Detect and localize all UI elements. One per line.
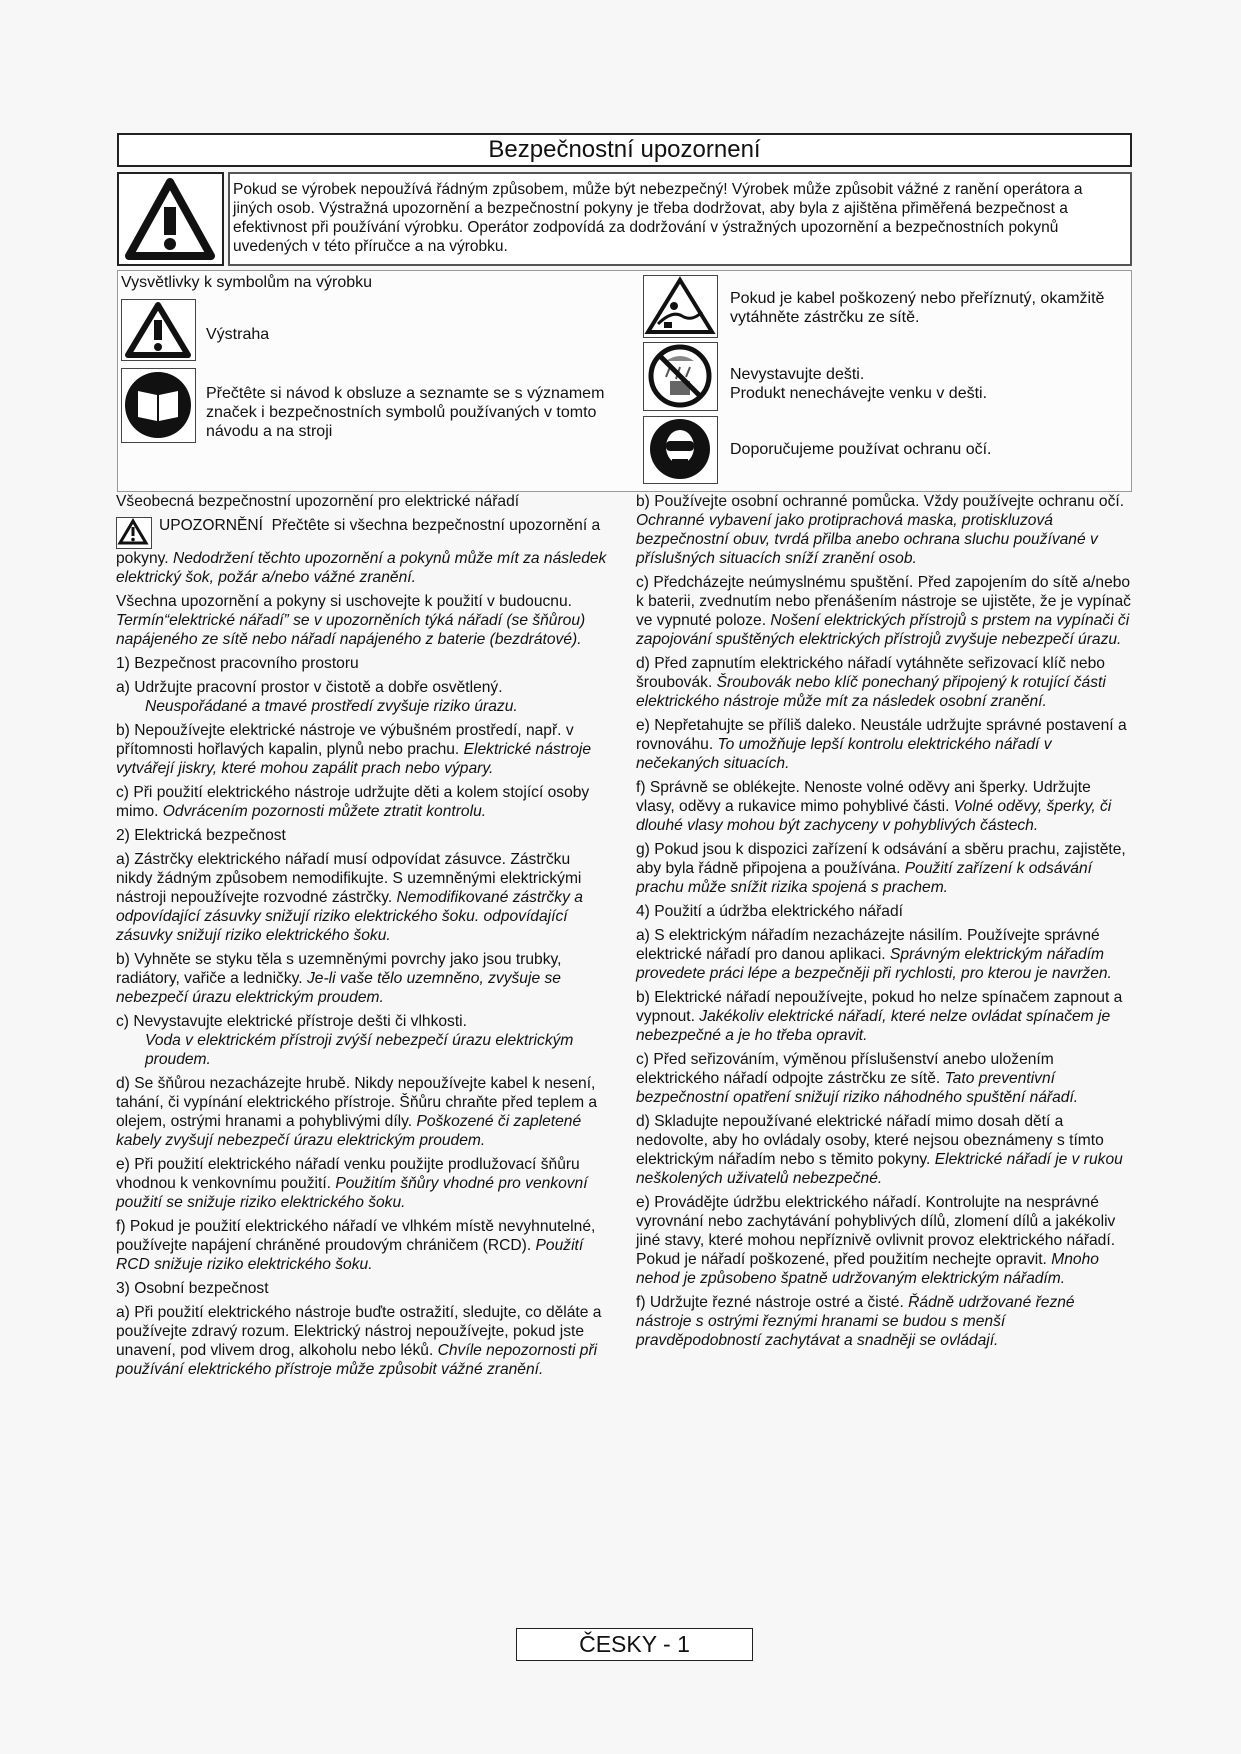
symbol-cable-label: Pokud je kabel poškozený nebo přeříznutý, okamžitě vytáhněte zástrčku ze sítě. [730, 290, 1105, 326]
item-1c [116, 783, 608, 821]
warning-icon-frame [117, 172, 224, 266]
item-3g-text: g) Pokud jsou k dispozici zařízení k odsávání a sběru prachu, zajistěte, aby byla řádně připojena a používána. [636, 841, 1126, 877]
item-4b-text: b) Elektrické nářadí nepoužívejte, pokud ho nelze spínačem zapnout a vypnout. [636, 989, 1123, 1025]
symbol-manual-label: Přečtête si návod k obsluze a seznamte se s významem značek i bezpečnostních symbolů používaných v tomto návodu a na stroji [206, 385, 605, 440]
item-3d [636, 654, 1132, 711]
warning-italic: Nedodržení těchto upozornění a pokynů může mít za následek elektrický šok, požár a/nebo vážné zranění. [116, 550, 607, 586]
item-2a-note: Nemodifikované zástrčky a odpovídající zásuvky snižují riziko elektrického šoku. odpovídající zásuvky snižují riziko elektrického šoku. [116, 889, 583, 944]
item-4e-note: Mnoho nehod je způsobeno špatně udržovaným elektrickým nářadím. [636, 1251, 1099, 1287]
cable-symbol [643, 275, 718, 338]
item-3e [636, 716, 1132, 773]
item-3c-text: c) Předcházejte neúmyslnému spuštění. Před zapojením do sítě a/nebo k baterii, zvednutím nebo přenášením nástroje se ujistěte, že je vypínač ve vypnuté poloze. [636, 574, 1131, 629]
section-3-heading: 3) Osobní bezpečnost [116, 1280, 269, 1297]
page-footer: ČESKY - 1 [516, 1628, 753, 1661]
symbol-rain-line1: Nevystavujte dešti. [730, 366, 865, 383]
section-4-heading: 4) Použití a údržba elektrického nářadí [636, 903, 903, 920]
symbol-warning-label: Výstraha [206, 326, 270, 343]
general-warning [116, 516, 608, 587]
item-1b-text: b) Nepoužívejte elektrické nástroje ve výbušném prostředí, např. v přítomnosti hořlavých kapalin, plynů nebo prachu. [116, 722, 574, 758]
warning-triangle-icon [117, 518, 149, 546]
item-3a-note: Chvíle nepozornosti při používání elektrického přístroje může způsobit vážné zranění. [116, 1342, 598, 1378]
small-warning-frame [116, 517, 152, 549]
item-3g-note: Použití zařízení k odsávání prachu může snížit rizika spojená s prachem. [636, 860, 1092, 896]
item-3d-text: d) Před zapnutím elektrického nářadí vytáhněte seřizovací klíč nebo šroubovák. [636, 655, 1105, 691]
symbol-rain-line2: Produkt nenechávejte venku v dešti. [730, 385, 988, 402]
item-3f [636, 778, 1132, 835]
manual-symbol [121, 368, 196, 443]
warning-symbol [121, 299, 196, 361]
item-3a [116, 1303, 608, 1379]
section-2-heading: 2) Elektrická bezpečnost [116, 827, 286, 844]
item-4f-text: f) Udržujte řezné nástroje ostré a čisté. [636, 1294, 904, 1311]
item-3c-note: Nošení elektrických přístrojů s prstem na vypínači či zapojování spuštěných elektrických přístrojů zvyšuje nebezpečí úrazu. [636, 612, 1130, 648]
item-2b [116, 950, 608, 1007]
item-2b-note: Je-li vaše tělo uzemněno, zvyšuje se nebezpečí úrazu elektrickým proudem. [116, 970, 561, 1006]
item-4c [636, 1050, 1132, 1107]
item-2e-text: e) Při použití elektrického nářadí venku použijte prodlužovací šňůru vhodnou k venkovnímu použití. [116, 1156, 580, 1192]
item-2f-note: Použití RCD snižuje riziko elektrického šoku. [116, 1237, 584, 1273]
eye-protection-symbol [643, 416, 718, 484]
item-3b [636, 492, 1132, 568]
item-3f-note: Volné oděvy, šperky, či dlouhé vlasy mohou být zachyceny v pohyblivých částech. [636, 798, 1112, 834]
item-4a-note: Správným elektrickým nářadím provedete práci lépe a bezpečněji při rychlosti, pro kterou je navržen. [636, 946, 1112, 982]
item-4d-text: d) Skladujte nepoužívané elektrické nářadí mimo dosah dětí a nedovolte, aby ho ovládaly osoby, které nejsou obeznámeny s tímto elektrickým nářadím nebo s těmito pokyny. [636, 1113, 1104, 1168]
item-4a [636, 926, 1132, 983]
item-2e [116, 1155, 608, 1212]
item-2f [116, 1217, 608, 1274]
item-2a [116, 850, 608, 945]
damaged-cable-icon [644, 276, 716, 336]
symbols-heading: Vysvětlivky k symbolům na výrobku [121, 274, 373, 291]
eye-protection-icon [644, 417, 716, 482]
item-4f-note: Řádně udržované řezné nástroje s ostrými řeznými hranami se budou s menší pravděpodobností zachytávat a snadněji se ovládají. [636, 1294, 1075, 1349]
rain-symbol [643, 342, 718, 411]
item-2a-text: a) Zástrčky elektrického nářadí musí odpovídat zásuvce. Zástrčku nikdy žádným způsobem nemodifikujte. S uzemněnými elektrickými nástroji nepoužívejte rozvodné zástrčky. [116, 851, 582, 906]
item-4f [636, 1293, 1132, 1350]
item-4d [636, 1112, 1132, 1188]
item-3c [636, 573, 1132, 649]
item-3a-text: a) Při použití elektrického nástroje buďte ostražití, sledujte, co děláte a používejte zdravý rozum. Elektrický nástroj nepoužívejte, pokud jste unavení, pod vlivem drog, alkoholu nebo léků. [116, 1304, 602, 1359]
item-2d-text: d) Se šňůrou nezacházejte hrubě. Nikdy nepoužívejte kabel k nesení, tahání, či vypínání elektrického přístroje. Šňůru chraňte před teplem a olejem, ostrými hranami a pohyblivými díly. [116, 1075, 598, 1130]
general-heading: Všeobecná bezpečnostní upozornění pro elektrické nářadí [116, 493, 520, 510]
item-2c: c) Nevystavujte elektrické přístroje dešti či vlhkosti. [116, 1013, 467, 1030]
item-3e-text: e) Nepřetahujte se příliš daleko. Neustále udržujte správné postavení a rovnováhu. [636, 717, 1127, 753]
warning-caps: UPOZORNĚNÍ [159, 517, 263, 534]
warning-read: Přečtête si všechna bezpečnostní upozornění a pokyny. [116, 517, 601, 567]
book-icon [122, 369, 194, 441]
no-rain-icon [644, 343, 716, 409]
item-2f-text: f) Pokud je použití elektrického nářadí ve vlhkém místě nevyhnutelné, používejte napájení chráněné proudovým chráničem (RCD). [116, 1218, 596, 1254]
item-3e-note: To umožňuje lepší kontrolu elektrického nářadí v nečekaných situacích. [636, 736, 1052, 772]
left-column [116, 492, 608, 1379]
item-1a: a) Udržujte pracovní prostor v čistotě a dobře osvětlený. [116, 679, 503, 696]
item-3b-note: Ochranné vybavení jako protiprachová maska, protiskluzová bezpečnostní obuv, tvrdá přilba anebo ochrana sluchu používané v příslušných situacích sníží zranění osob. [636, 512, 1098, 567]
item-3b-text: b) Používejte osobní ochranné pomůcka. Vždy používejte ochranu očí. [636, 493, 1125, 510]
item-4a-text: a) S elektrickým nářadím nezacházejte násilím. Používejte správné elektrické nářadí pro danou aplikaci. [636, 927, 1100, 963]
item-4c-note: Tato preventivní bezpečnostní opatření snižují riziko náhodného spuštění nářadí. [636, 1070, 1079, 1106]
item-4e [636, 1193, 1132, 1288]
page-title: Bezpečnostní upozornení [117, 133, 1132, 167]
item-2c-note: Voda v elektrickém přístroji zvýší nebezpečí úrazu elektrickým proudem. [145, 1032, 574, 1068]
term-definition: Termín“elektrické nářadí” se v upozorněních týká nářadí (se šňůrou) napájeného ze sítě nebo nářadí napájeného z baterie (bezdrátové). [116, 612, 586, 648]
item-3g [636, 840, 1132, 897]
right-column [636, 492, 1132, 1350]
item-2b-text: b) Vyhněte se styku těla s uzemněnými povrchy jako jsou trubky, radiátory, vařiče a ledničky. [116, 951, 562, 987]
symbol-eyes-label: Doporučujeme používat ochranu očí. [730, 441, 992, 458]
intro-warning-text: Pokud se výrobek nepoužívá řádným způsobem, může být nebezpečný! Výrobek může způsobit vážné z ranění operátora a jiných osob. Výstražná upozornění a bezpečnostní pokyny je třeba dodržovat, aby byla z ajištěna přiměřená bezpečnost a efektivnost při používání výrobku. Operátor zodpovídá za dodržování v ýstražných upozornění a bezpečnostních pokynů uvedených v této příručce a na výrobku. [228, 172, 1132, 266]
item-1b [116, 721, 608, 778]
item-4c-text: c) Před seřizováním, výměnou příslušenství anebo uložením elektrického nářadí odpojte zástrčku ze sítě. [636, 1051, 1054, 1087]
item-1a-note: Neuspořádané a tmavé prostředí zvyšuje riziko úrazu. [145, 698, 518, 715]
warning-triangle-icon [119, 174, 222, 264]
item-3f-text: f) Správně se oblékejte. Nenoste volné oděvy ani šperky. Udržujte vlasy, oděvy a rukavice mimo pohyblivé části. [636, 779, 1091, 815]
item-1b-note: Elektrické nástroje vytvářejí jiskry, které mohou zapálit prach nebo výpary. [116, 741, 592, 777]
item-2d [116, 1074, 608, 1150]
item-2e-note: Použitím šňůry vhodné pro venkovní použití se snižuje riziko elektrického šoku. [116, 1175, 588, 1211]
warning-triangle-icon [122, 300, 194, 359]
item-1c-note: Odvrácením pozornosti můžete ztratit kontrolu. [162, 803, 487, 820]
item-4d-note: Elektrické nářadí je v rukou neškolených uživatelů nebezpečné. [636, 1151, 1123, 1187]
item-4b [636, 988, 1132, 1045]
item-3d-note: Šroubovák nebo klíč ponechaný připojený k rotující části elektrického nástroje může mít za následek osobní zranění. [636, 674, 1106, 710]
section-1-heading: 1) Bezpečnost pracovního prostoru [116, 655, 359, 672]
keep-instructions: Všechna upozornění a pokyny si uschovejte k použití v budoucnu. [116, 593, 572, 610]
item-4e-text: e) Provádějte údržbu elektrického nářadí. Kontrolujte na nesprávné vyrovnání nebo zachytávání pohyblivých dílů, zlomení dílů a jakékoliv jiné stavy, které mohou nepříznivě ovlivnit provoz elektrického nářadí. Pokud je nářadí poškozené, před použitím nechejte opravit. [636, 1194, 1116, 1268]
item-2d-note: Poškozené či zapletené kabely zvyšují nebezpečí úrazu elektrickým proudem. [116, 1113, 582, 1149]
item-1c-text: c) Při použití elektrického nástroje udržujte děti a kolem stojící osoby mimo. [116, 784, 590, 820]
item-4b-note: Jakékoliv elektrické nářadí, které nelze ovládat spínačem je nebezpečné a je ho třeba opravit. [636, 1008, 1111, 1044]
